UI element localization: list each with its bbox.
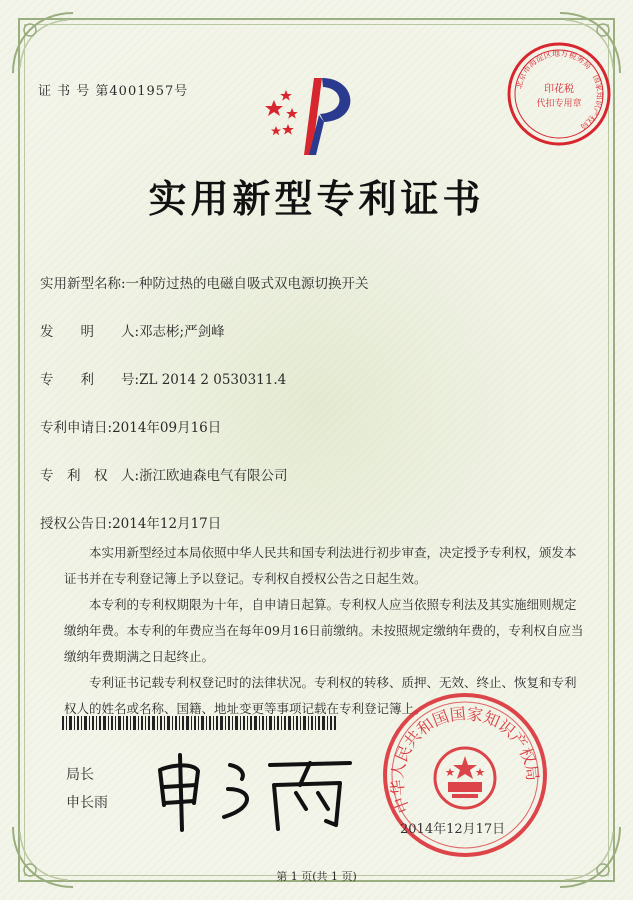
- paragraph: 专利证书记载专利权登记时的法律状况。专利权的转移、质押、无效、终止、恢复和专利权人的姓名或名称、国籍、地址变更等事项记载在专利登记簿上。: [64, 675, 577, 716]
- field-inventor: [40, 320, 225, 340]
- director-title: 局长: [66, 767, 94, 783]
- field-label: 发 明 人:: [40, 324, 140, 340]
- svg-text:代扣专用章: 代扣专用章: [536, 99, 582, 109]
- field-utility-model-name: [40, 272, 369, 292]
- field-value: 2014年09月16日: [112, 420, 222, 436]
- field-label: 专利申请日:: [40, 420, 113, 436]
- field-value: 2014年12月17日: [112, 516, 222, 532]
- field-label: 专 利 号:: [40, 372, 140, 388]
- svg-text:印花税: 印花税: [544, 84, 574, 95]
- page-footer: 第 1 页(共 1 页): [276, 870, 357, 883]
- field-value: 一种防过热的电磁自吸式双电源切换开关: [125, 276, 369, 292]
- paragraph: 本实用新型经过本局依照中华人民共和国专利法进行初步审查，决定授予专利权，颁发本证书并在专利登记簿上予以登记。专利权自授权公告之日起生效。: [64, 545, 577, 586]
- svg-text:中华人民共和国国家知识产权局: 中华人民共和国国家知识产权局: [387, 703, 543, 816]
- field-label: 专 利 权 人:: [40, 468, 140, 484]
- field-label: 实用新型名称:: [40, 276, 126, 292]
- corner-ornament-tl: [8, 8, 78, 78]
- field-value: 邓志彬;严剑峰: [139, 324, 225, 340]
- handwritten-signature: [150, 745, 360, 835]
- seal-date: 2014年12月17日: [400, 822, 506, 837]
- barcode: [62, 716, 337, 730]
- svg-text:北京市海淀区地方税务局 国家知识产权局: 北京市海淀区地方税务局 国家知识产权局: [514, 48, 605, 132]
- field-patentee: [40, 464, 288, 484]
- certificate-number: 证 书 号 第4001957号: [38, 84, 189, 99]
- field-patent-number: [40, 368, 286, 388]
- paragraph: 本专利的专利权期限为十年，自申请日起算。专利权人应当依照专利法及其实施细则规定缴纳年费。本专利的年费应当在每年09月16日前缴纳。未按照规定缴纳年费的，专利权自应当缴纳年费期满之日起终止。: [64, 597, 584, 664]
- field-grant-date: [40, 512, 221, 532]
- director-name: 申长雨: [66, 795, 108, 811]
- field-value: 浙江欧迪森电气有限公司: [139, 468, 288, 484]
- field-value: ZL 2014 2 0530311.4: [139, 372, 287, 388]
- field-label: 授权公告日:: [40, 516, 113, 532]
- field-application-date: [40, 416, 221, 436]
- cnipa-emblem-icon: [262, 70, 372, 160]
- tax-seal-stamp: [505, 40, 613, 148]
- certificate-title: 实用新型专利证书: [148, 176, 485, 221]
